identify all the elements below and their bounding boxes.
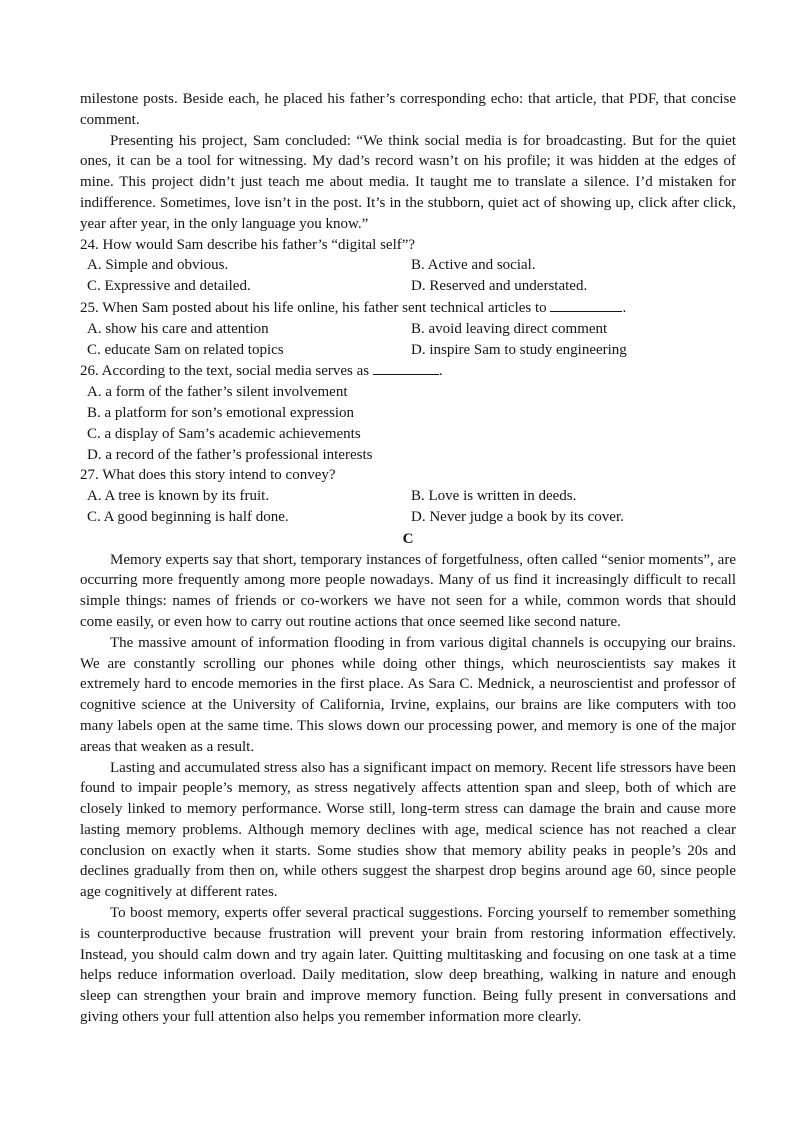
question-stem-line: [80, 360, 736, 382]
option-a: A. Simple and obvious.: [87, 257, 229, 274]
question-27: [80, 465, 736, 527]
section-heading: C: [402, 530, 414, 547]
question-stem: 26. According to the text, social media serves as: [80, 363, 370, 380]
option-c: C. A good beginning is half done.: [87, 508, 289, 525]
option-list: [80, 255, 736, 297]
option-d: D. inspire Sam to study engineering: [411, 341, 627, 358]
option-b: B. Love is written in deeds.: [411, 488, 577, 505]
question-25: [80, 297, 736, 360]
option-d: D. a record of the father’s professional interests: [87, 446, 373, 463]
exam-page: [80, 89, 736, 1028]
question-26: [80, 360, 736, 465]
question-24: [80, 235, 736, 297]
answer-blank: [373, 360, 439, 375]
option-b: B. Active and social.: [411, 257, 536, 274]
passage-paragraph: Presenting his project, Sam concluded: “We think social media is for broadcasting. But for the quiet ones, it can be a tool for witnessing. My dad’s record wasn’t on his profile; it was hidden at the edges of mine. This project didn’t just teach me about media. It taught me to translate a silence. I’d mistaken for indifference. Sometimes, love isn’t in the post. It’s in the stubborn, quiet act of showing up, click after click, year after year, in the only language you know.”: [80, 132, 736, 232]
passage-paragraph: Lasting and accumulated stress also has a significant impact on memory. Recent life stressors have been found to impair people’s memory, as stress negatively affects attention span and sleep, both of which are closely linked to memory performance. Worse still, long-term stress can damage the brain and cause more lasting memory problems. Although memory declines with age, medical science has not reached a clear conclusion on exactly when it starts. Some studies show that memory ability peaks in people’s 20s and declines gradually from then on, while others suggest the sharpest drop begins around age 60, since people age cognitively at different rates.: [80, 759, 736, 901]
question-stem-end: .: [622, 299, 627, 316]
option-a: A. a form of the father’s silent involvement: [87, 384, 348, 401]
option-b: B. avoid leaving direct comment: [411, 320, 608, 337]
option-list: [80, 382, 736, 465]
option-c: C. educate Sam on related topics: [87, 341, 284, 358]
option-d: D. Never judge a book by its cover.: [411, 508, 624, 525]
option-list: [80, 319, 736, 361]
passage-paragraph: milestone posts. Beside each, he placed his father’s corresponding echo: that article, that PDF, that concise comment.: [80, 91, 736, 128]
option-c: C. Expressive and detailed.: [87, 278, 251, 295]
option-d: D. Reserved and understated.: [411, 278, 588, 295]
option-a: A. A tree is known by its fruit.: [87, 488, 270, 505]
passage-paragraph: Memory experts say that short, temporary instances of forgetfulness, often called “senior moments”, are occurring more frequently among more people nowadays. Many of us find it increasingly difficult to recall simple things: names of friends or co-workers we have not seen for a while, common words that should come easily, or even how to carry out routine actions that once seemed like second nature.: [80, 551, 736, 630]
question-stem-line: [80, 297, 736, 319]
option-b: B. a platform for son’s emotional expression: [87, 404, 355, 421]
option-a: A. show his care and attention: [87, 320, 269, 337]
question-stem: 24. How would Sam describe his father’s “digital self”?: [80, 236, 416, 253]
option-c: C. a display of Sam’s academic achievements: [87, 425, 361, 442]
question-stem-end: .: [438, 363, 443, 380]
option-list: [80, 486, 736, 528]
question-stem: 27. What does this story intend to convey?: [80, 467, 336, 484]
passage-paragraph: The massive amount of information flooding in from various digital channels is occupying our brains. We are constantly scrolling our phones while doing other things, which neuroscientists say makes it extremely hard to encode memories in the first place. As Sara C. Mednick, a neuroscientist and professor of cognitive science at the University of California, Irvine, explains, our brains are like computers with too many labels open at the same time. This slows down our processing power, and memory is one of the major areas that weaken as a result.: [80, 634, 736, 755]
passage-paragraph: To boost memory, experts offer several practical suggestions. Forcing yourself to remember something is counterproductive because frustration will prevent your brain from restoring information effectively. Instead, you should calm down and try again later. Quitting multitasking and focusing on one task at a time helps reduce information overload. Daily meditation, slow deep breathing, walking in nature and enough sleep can strengthen your brain and improve memory function. Being fully present in conversations and giving others your full attention also helps you remember information more clearly.: [80, 905, 736, 1026]
question-stem: 25. When Sam posted about his life online, his father sent technical articles to: [80, 299, 547, 316]
answer-blank: [550, 297, 622, 312]
